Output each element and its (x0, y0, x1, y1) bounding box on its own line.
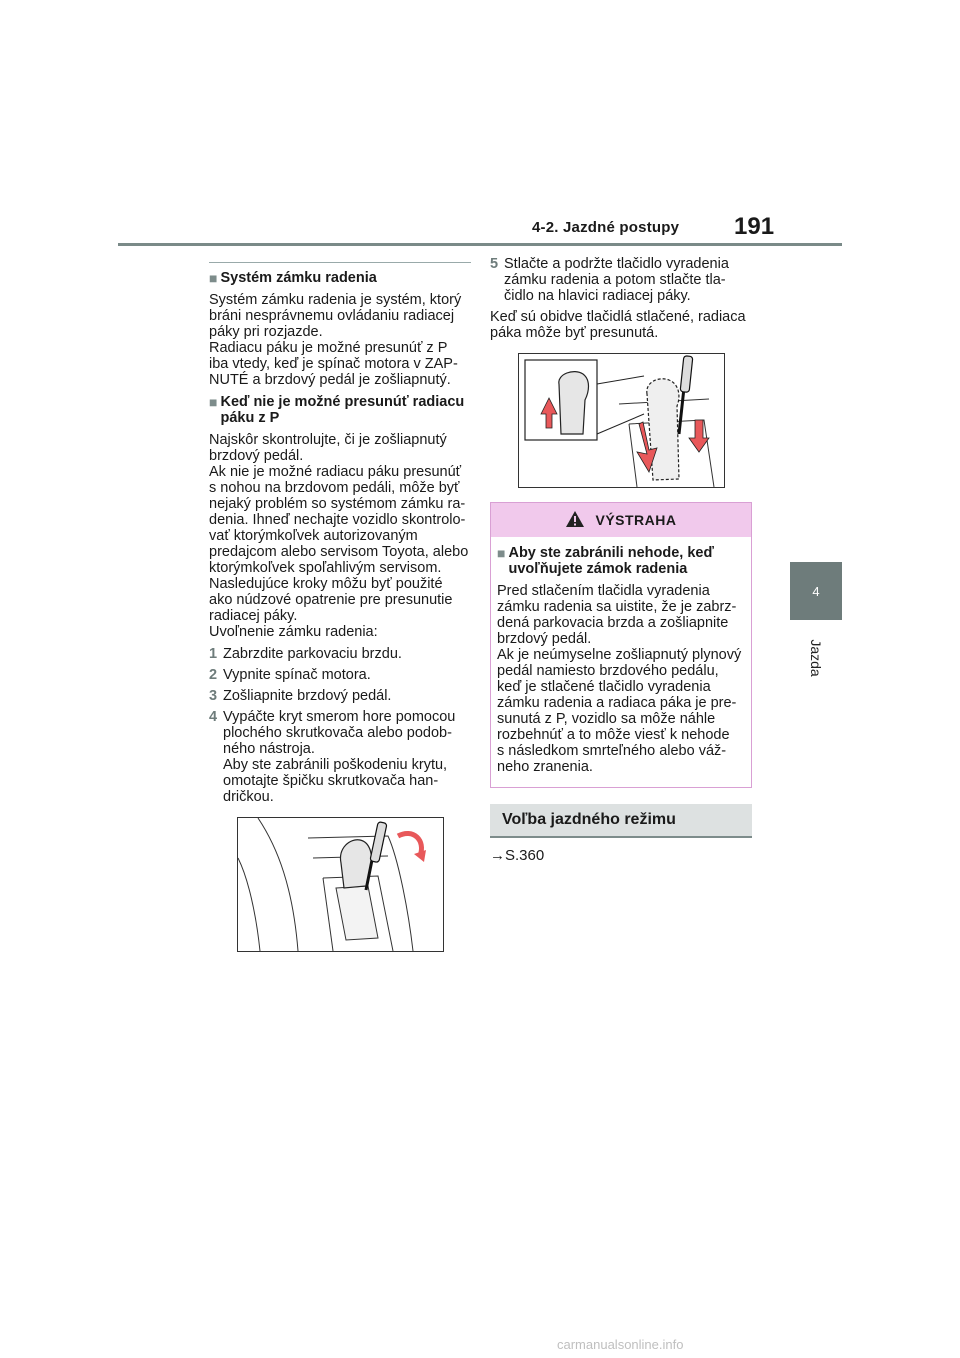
header-divider (118, 243, 842, 246)
warning-body (491, 537, 751, 787)
subheading-cannot-shift: ■ Keď nie je možné presunúť radiacu páku z P (209, 394, 465, 426)
chapter-tab-label: Jazda (808, 639, 824, 677)
illustration-pry-cover (237, 817, 444, 952)
gear-lever-screwdriver-illustration (238, 818, 443, 951)
watermark: carmanualsonline.info (557, 1337, 684, 1352)
right-column (490, 256, 752, 864)
square-bullet-icon: ■ (209, 270, 218, 286)
page-reference-link[interactable]: →S.360 (490, 847, 545, 864)
warning-title: VÝSTRAHA (595, 512, 677, 528)
column-divider (209, 262, 471, 263)
subheading-shift-lock: ■ Systém zámku radenia (209, 270, 377, 286)
paragraph: Najskôr skontrolujte, či je zošliapnutý brzdový pedál. Ak nie je možné radiacu páku presunúť s nohou na brzdovom pedáli, môže byť nejaký problém so systémom zámku ra- denia. Ihneď nechajte vozidlo skontrolo- vať ktorýmkoľvek autorizovaným predajcom alebo servisom Toyota, alebo ktorýmkoľvek spoľahlivým servisom. Nasledujúce kroky môžu byť použité ako núdzové opatrenie pre presunutie radiacej páky. Uvoľnenie zámku radenia: (209, 432, 469, 640)
section-heading-drive-mode: Voľba jazdného režimu (490, 804, 752, 838)
section-title: 4-2. Jazdné postupy (532, 219, 680, 236)
warning-header (491, 503, 751, 537)
step-item: 3 Zošliapnite brzdový pedál. (209, 688, 392, 704)
warning-subheading: ■ Aby ste zabránili nehode, keď uvoľňujete zámok radenia (497, 545, 714, 577)
warning-triangle-icon (565, 510, 585, 531)
warning-text: Pred stlačením tlačidla vyradenia zámku radenia sa uistite, že je zabrz- dená parkovacia brzda a zošliapnite brzdový pedál. Ak je neúmyselne zošliapnutý plynový pedál namiesto brzdového pedálu, keď je stlačené tlačidlo vyradenia zámku radenia a radiaca páka je pre- sunutá z P, vozidlo sa môže náhle rozbehnúť a to môže viesť k nehode s následkom smrteľného alebo váž- neho zranenia. (497, 583, 742, 775)
left-column (209, 262, 471, 952)
step-item: 4 Vypáčte kryt smerom hore pomocou plochého skrutkovača alebo podob- ného nástroja. Aby ste zabránili poškodeniu krytu, omotajte špičku skrutkovača han- dričkou. (209, 709, 456, 805)
page-number: 191 (734, 213, 775, 240)
shift-release-buttons-illustration (519, 354, 724, 487)
warning-box (490, 502, 752, 788)
illustration-shift-release (518, 353, 725, 488)
paragraph: Systém zámku radenia je systém, ktorý bráni nesprávnemu ovládaniu radiacej páky pri rozjazde. Radiacu páku je možné presunúť z P iba vtedy, keď je spínač motora v ZAP- NUTÉ a brzdový pedál je zošliapnutý. (209, 292, 462, 388)
paragraph: Keď sú obidve tlačidlá stlačené, radiaca páka môže byť presunutá. (490, 309, 746, 341)
square-bullet-icon: ■ (497, 545, 506, 561)
step-item: 5 Stlačte a podržte tlačidlo vyradenia zámku radenia a potom stlačte tla- čidlo na hlavici radiacej páky. (490, 256, 729, 304)
square-bullet-icon: ■ (209, 394, 218, 410)
chapter-tab-number: 4 (790, 562, 842, 620)
step-item: 1 Zabrzdite parkovaciu brzdu. (209, 646, 402, 662)
step-item: 2 Vypnite spínač motora. (209, 667, 371, 683)
